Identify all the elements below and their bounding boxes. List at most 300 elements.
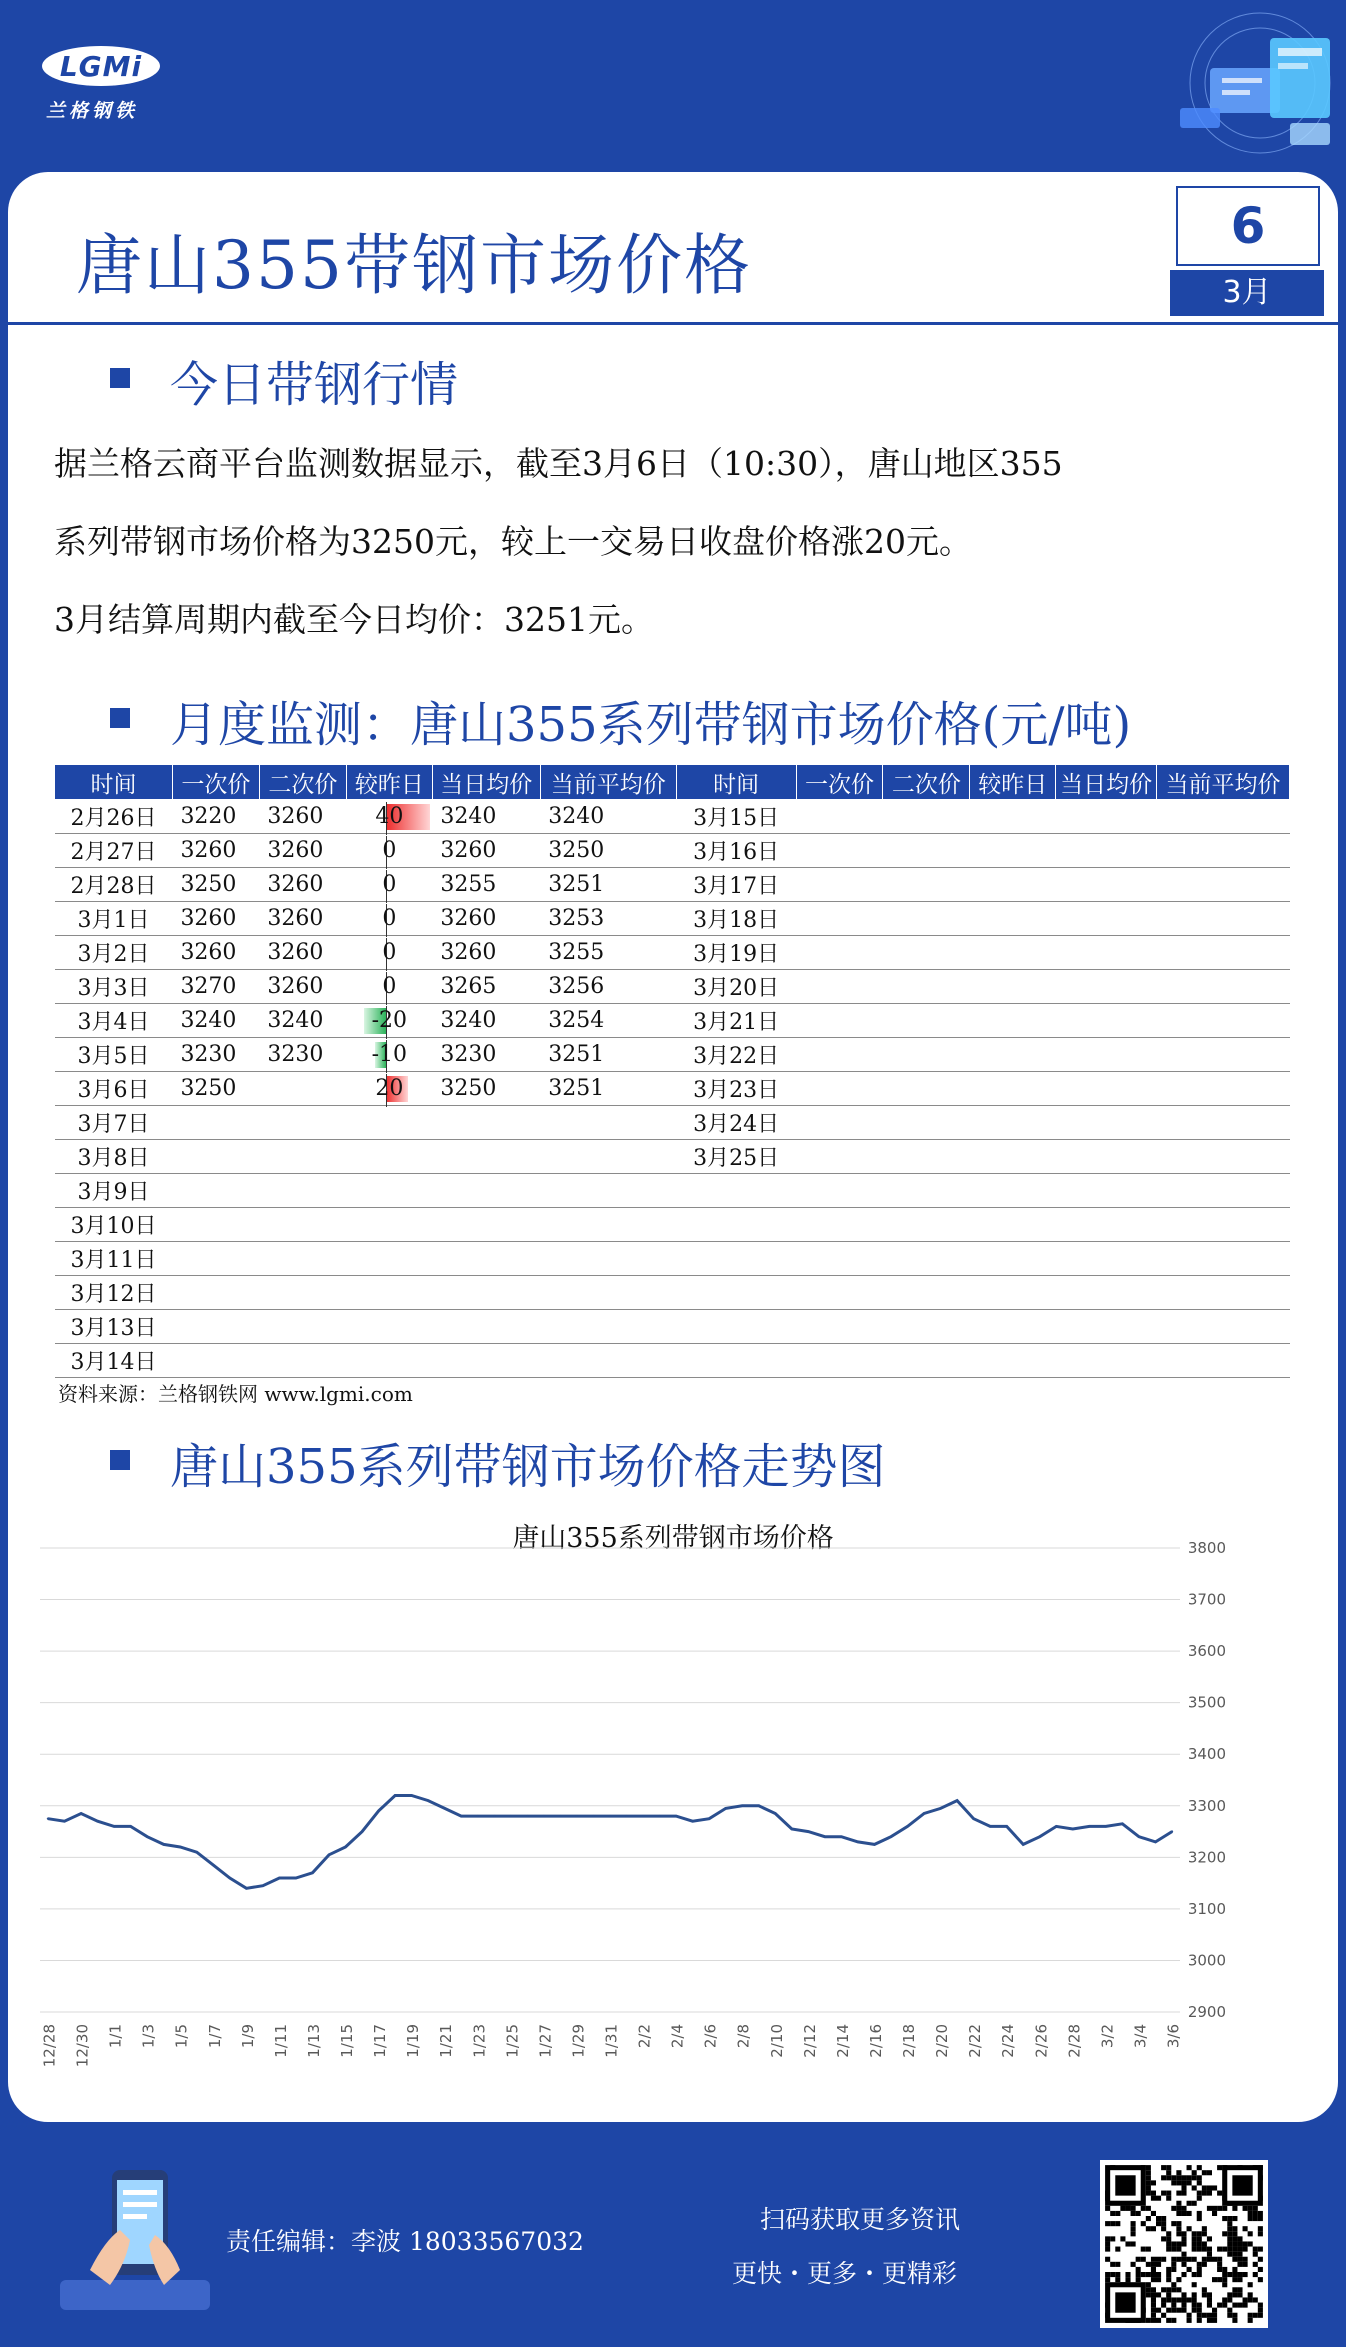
qr-module [1197,2165,1202,2170]
table-cell: 3255 [432,868,540,902]
qr-module [1253,2297,1258,2302]
qr-module [1212,2206,1217,2211]
table-cell [259,1106,346,1140]
qr-module [1131,2231,1136,2236]
qr-module [1166,2318,1171,2323]
qr-module [1187,2226,1192,2231]
qr-module [1258,2308,1263,2313]
table-cell [1157,868,1290,902]
table-cell [346,1276,432,1310]
qr-module [1248,2206,1253,2211]
qr-module [1146,2185,1151,2190]
square-bullet-icon [110,368,136,394]
qr-module [1192,2257,1197,2262]
table-cell: 3月21日 [676,1004,796,1038]
table-cell [1056,1038,1157,1072]
qr-module [1222,2267,1227,2272]
qr-module [1197,2272,1202,2277]
qr-module [1181,2308,1186,2313]
qr-module [1146,2287,1151,2292]
qr-module [1181,2231,1186,2236]
qr-module [1232,2236,1237,2241]
table-cell: 3月18日 [676,902,796,936]
change-databar [346,802,432,832]
table-cell: 3240 [259,1004,346,1038]
table-cell [346,1072,432,1106]
column-header: 当前平均价 [1157,765,1290,800]
qr-module [1131,2226,1136,2231]
table-cell [540,1208,676,1242]
qr-module [1212,2318,1217,2323]
qr-module [1217,2247,1222,2252]
table-cell [970,868,1056,902]
qr-module [1105,2247,1110,2252]
qr-module [1207,2303,1212,2308]
table-cell [1056,1174,1157,1208]
x-tick-label: 12/28 [40,2024,59,2068]
qr-module [1187,2318,1192,2323]
column-header: 较昨日 [970,765,1056,800]
qr-module [1105,2272,1110,2277]
qr-module [1222,2297,1227,2302]
table-cell [883,1072,970,1106]
qr-module [1253,2252,1258,2257]
qr-module [1232,2313,1237,2318]
qr-module [1105,2206,1110,2211]
x-tick-label: 1/7 [205,2024,224,2049]
table-cell [346,1310,432,1344]
qr-module [1131,2241,1136,2246]
table-cell [1056,868,1157,902]
table-cell [1056,1072,1157,1106]
table-cell: 3256 [540,970,676,1004]
table-cell [346,1106,432,1140]
qr-module [1232,2318,1237,2323]
qr-module [1176,2221,1181,2226]
qr-module [1131,2206,1136,2211]
qr-module [1176,2211,1181,2216]
qr-module [1197,2303,1202,2308]
chart-title: 唐山355系列带钢市场价格 [512,1523,834,1554]
qr-module [1176,2241,1181,2246]
table-cell [676,1344,796,1378]
qr-module [1156,2308,1161,2313]
qr-module [1171,2267,1176,2272]
logo-text: LGMi [59,49,143,83]
tech-illustration-icon [1150,8,1340,158]
qr-module [1166,2231,1171,2236]
qr-module [1258,2257,1263,2262]
qr-module [1176,2226,1181,2231]
qr-module [1161,2236,1166,2241]
x-tick-label: 1/1 [106,2024,125,2049]
qr-module [1161,2303,1166,2308]
qr-module [1110,2211,1115,2216]
series-point [510,1815,512,1817]
x-tick-label: 2/6 [701,2024,720,2049]
qr-module [1243,2257,1248,2262]
qr-module [1171,2308,1176,2313]
qr-module [1166,2170,1171,2175]
table-cell: 3月22日 [676,1038,796,1072]
qr-module [1258,2231,1263,2236]
table-cell [432,1140,540,1174]
qr-module [1181,2303,1186,2308]
qr-module [1202,2257,1207,2262]
table-cell [1056,800,1157,834]
qr-module [1227,2247,1232,2252]
qr-module [1197,2262,1202,2267]
x-tick-label: 3/2 [1098,2024,1117,2049]
table-cell [676,1208,796,1242]
series-line [48,1796,1172,1889]
table-cell [970,1038,1056,1072]
qr-module [1176,2231,1181,2236]
qr-module [1166,2196,1171,2201]
table-cell: 3260 [259,834,346,868]
qr-module [1212,2313,1217,2318]
qr-module [1258,2226,1263,2231]
table-cell: 3254 [540,1004,676,1038]
qr-module [1222,2282,1227,2287]
table-cell [432,1276,540,1310]
table-cell: 3月16日 [676,834,796,868]
change-value: 0 [382,905,397,931]
qr-module [1237,2257,1242,2262]
table-cell: 3260 [172,902,259,936]
qr-module [1237,2277,1242,2282]
table-cell: 3月2日 [55,936,173,970]
table-cell [796,1242,883,1276]
series-point [460,1815,462,1817]
table-cell [970,1106,1056,1140]
y-tick-label: 3100 [1187,1899,1226,1918]
y-tick-label: 3400 [1187,1745,1226,1764]
qr-module [1217,2191,1222,2196]
square-bullet-icon [110,708,136,734]
x-tick-label: 1/19 [404,2024,423,2058]
qr-module [1181,2252,1186,2257]
series-point [113,1825,115,1827]
table-body [55,800,1290,1378]
qr-module [1222,2272,1227,2277]
qr-module [1176,2206,1181,2211]
x-tick-label: 2/18 [900,2024,919,2058]
scan-prompt: 扫码获取更多资讯 [760,2205,961,2234]
x-tick-label: 2/22 [966,2024,985,2058]
table-cell [970,1276,1056,1310]
table-cell [883,868,970,902]
qr-module [1176,2170,1181,2175]
qr-module [1197,2313,1202,2318]
qr-module [1192,2292,1197,2297]
series-point [96,1820,98,1822]
series-point [377,1810,379,1812]
qr-module [1217,2206,1222,2211]
qr-module [1202,2185,1207,2190]
qr-module [1237,2252,1242,2257]
series-point [196,1851,198,1853]
table-cell [346,1140,432,1174]
qr-module [1187,2313,1192,2318]
table-row [55,1072,1290,1106]
qr-module [1151,2267,1156,2272]
qr-module [1232,2247,1237,2252]
series-point [791,1828,793,1830]
monthly-price-table [54,764,1290,1378]
table-cell [540,1140,676,1174]
qr-module [1166,2267,1171,2272]
qr-module [1227,2272,1232,2277]
series-point [47,1817,49,1819]
qr-module [1212,2211,1217,2216]
table-cell [970,1004,1056,1038]
qr-module [1187,2201,1192,2206]
table-row [55,1310,1290,1344]
qr-module [1156,2318,1161,2323]
series-point [1006,1825,1008,1827]
table-cell [970,902,1056,936]
table-cell: 3260 [259,868,346,902]
qr-module [1248,2211,1253,2216]
header [0,0,1346,175]
y-tick-label: 3500 [1187,1693,1226,1712]
qr-module [1151,2191,1156,2196]
qr-module [1115,2292,1135,2312]
qr-module [1227,2226,1232,2231]
qr-module [1197,2318,1202,2323]
qr-module [1176,2191,1181,2196]
series-point [840,1836,842,1838]
qr-module [1227,2231,1232,2236]
x-tick-label: 2/24 [999,2024,1018,2058]
series-point [146,1836,148,1838]
qr-module [1248,2216,1253,2221]
qr-module [1187,2165,1192,2170]
qr-module [1232,2272,1237,2277]
table-cell [970,1140,1056,1174]
qr-module [1237,2241,1242,2246]
table-cell [883,834,970,868]
qr-module [1207,2318,1212,2323]
qr-module [1151,2303,1156,2308]
qr-module [1146,2282,1151,2287]
logo-subtitle: 兰格钢铁 [46,100,139,122]
table-cell: 3240 [432,1004,540,1038]
table-cell: 3月10日 [55,1208,173,1242]
table-cell [346,902,432,936]
qr-module [1181,2241,1186,2246]
table-cell [1157,1310,1290,1344]
qr-module [1131,2262,1136,2267]
table-cell [346,1174,432,1208]
x-tick-label: 1/31 [602,2024,621,2058]
qr-module [1258,2247,1263,2252]
qr-module [1253,2216,1258,2221]
qr-module [1181,2180,1186,2185]
series-point [758,1805,760,1807]
qr-module [1248,2297,1253,2302]
qr-module [1171,2318,1176,2323]
x-tick-label: 3/4 [1131,2024,1150,2049]
qr-module [1176,2297,1181,2302]
qr-module [1161,2175,1166,2180]
change-value: -10 [371,1041,408,1067]
table-cell [1056,902,1157,936]
qr-module [1125,2277,1130,2282]
qr-module [1141,2221,1146,2226]
change-value: -20 [371,1007,408,1033]
qr-module [1207,2206,1212,2211]
qr-module [1166,2165,1171,2170]
qr-code-icon[interactable] [1100,2160,1268,2328]
x-tick-label: 2/2 [635,2024,654,2049]
qr-module [1115,2211,1120,2216]
column-header: 当前平均价 [540,765,676,800]
series-point [725,1807,727,1809]
qr-module [1258,2216,1263,2221]
series-point [1138,1836,1140,1838]
table-cell [970,834,1056,868]
table-cell [883,1038,970,1072]
qr-module [1176,2247,1181,2252]
qr-module [1161,2257,1166,2262]
qr-module [1232,2231,1237,2236]
table-cell [1157,902,1290,936]
change-value: 0 [382,837,397,863]
qr-module [1181,2292,1186,2297]
table-cell [259,1208,346,1242]
table-cell: 3月7日 [55,1106,173,1140]
qr-module [1181,2262,1186,2267]
qr-module [1131,2221,1136,2226]
qr-module [1141,2257,1146,2262]
qr-module [1227,2241,1232,2246]
table-cell [259,1140,346,1174]
table-cell [1056,936,1157,970]
qr-module [1197,2247,1202,2252]
column-header: 一次价 [172,765,259,800]
y-tick-label: 3600 [1187,1642,1226,1661]
qr-module [1232,2267,1237,2272]
qr-module [1146,2216,1151,2221]
phone-hand-icon [50,2160,220,2320]
qr-module [1146,2180,1151,2185]
qr-module [1222,2247,1227,2252]
x-tick-label: 1/25 [503,2024,522,2058]
table-cell [346,834,432,868]
table-cell [883,936,970,970]
table-cell: 3月20日 [676,970,796,1004]
qr-module [1171,2303,1176,2308]
table-cell: 3220 [172,800,259,834]
qr-module [1207,2236,1212,2241]
table-cell [970,936,1056,970]
qr-module [1166,2287,1171,2292]
qr-module [1197,2267,1202,2272]
y-tick-label: 3800 [1187,1540,1226,1557]
table-cell: 3月5日 [55,1038,173,1072]
table-cell [432,1208,540,1242]
x-tick-label: 2/28 [1065,2024,1084,2058]
qr-module [1192,2175,1197,2180]
today-line-1: 据兰格云商平台监测数据显示，截至3月6日（10:30），唐山地区355 [54,444,1063,483]
qr-module [1192,2308,1197,2313]
qr-module [1237,2262,1242,2267]
table-cell: 3月24日 [676,1106,796,1140]
x-tick-label: 1/27 [536,2024,555,2058]
table-cell [1157,1242,1290,1276]
series-point [873,1843,875,1845]
qr-module [1110,2262,1115,2267]
table-cell [796,1106,883,1140]
table-cell [540,1276,676,1310]
table-cell [883,1004,970,1038]
series-point [1022,1843,1024,1845]
qr-module [1151,2226,1156,2231]
qr-module [1156,2262,1161,2267]
qr-module [1181,2272,1186,2277]
qr-module [1115,2272,1120,2277]
qr-module [1197,2216,1202,2221]
series-point [129,1825,131,1827]
qr-module [1136,2257,1141,2262]
series-point [344,1846,346,1848]
qr-module [1105,2277,1110,2282]
table-cell: 3月23日 [676,1072,796,1106]
square-bullet-icon [110,1450,136,1476]
lgmi-logo [42,46,160,86]
table-cell [259,1242,346,1276]
change-databar [346,1074,432,1104]
qr-module [1232,2292,1237,2297]
qr-module [1237,2247,1242,2252]
qr-module [1222,2303,1227,2308]
x-tick-label: 1/13 [304,2024,323,2058]
qr-module [1105,2257,1110,2262]
table-cell [1157,834,1290,868]
qr-module [1125,2241,1130,2246]
qr-module [1115,2221,1120,2226]
section-trend-heading [110,1428,886,1497]
qr-module [1125,2206,1130,2211]
table-cell [172,1140,259,1174]
qr-module [1187,2257,1192,2262]
qr-module [1131,2211,1136,2216]
series-point [361,1830,363,1832]
x-tick-label: 1/21 [437,2024,456,2058]
qr-module [1151,2292,1156,2297]
qr-module [1141,2247,1146,2252]
price-trend-chart [40,1540,1300,2100]
qr-module [1166,2308,1171,2313]
table-cell [172,1106,259,1140]
qr-module [1120,2236,1125,2241]
qr-module [1243,2206,1248,2211]
qr-module [1202,2262,1207,2267]
table-cell [1056,1106,1157,1140]
qr-module [1176,2287,1181,2292]
series-point [212,1864,214,1866]
qr-module [1207,2170,1212,2175]
editor-contact: 责任编辑：李波 18033567032 [226,2227,584,2256]
series-point [278,1877,280,1879]
section-monitor-label: 月度监测：唐山355系列带钢市场价格(元/吨) [170,697,1132,753]
table-cell: 3月12日 [55,1276,173,1310]
series-point [477,1815,479,1817]
x-tick-label: 2/14 [833,2024,852,2058]
series-point [1105,1825,1107,1827]
